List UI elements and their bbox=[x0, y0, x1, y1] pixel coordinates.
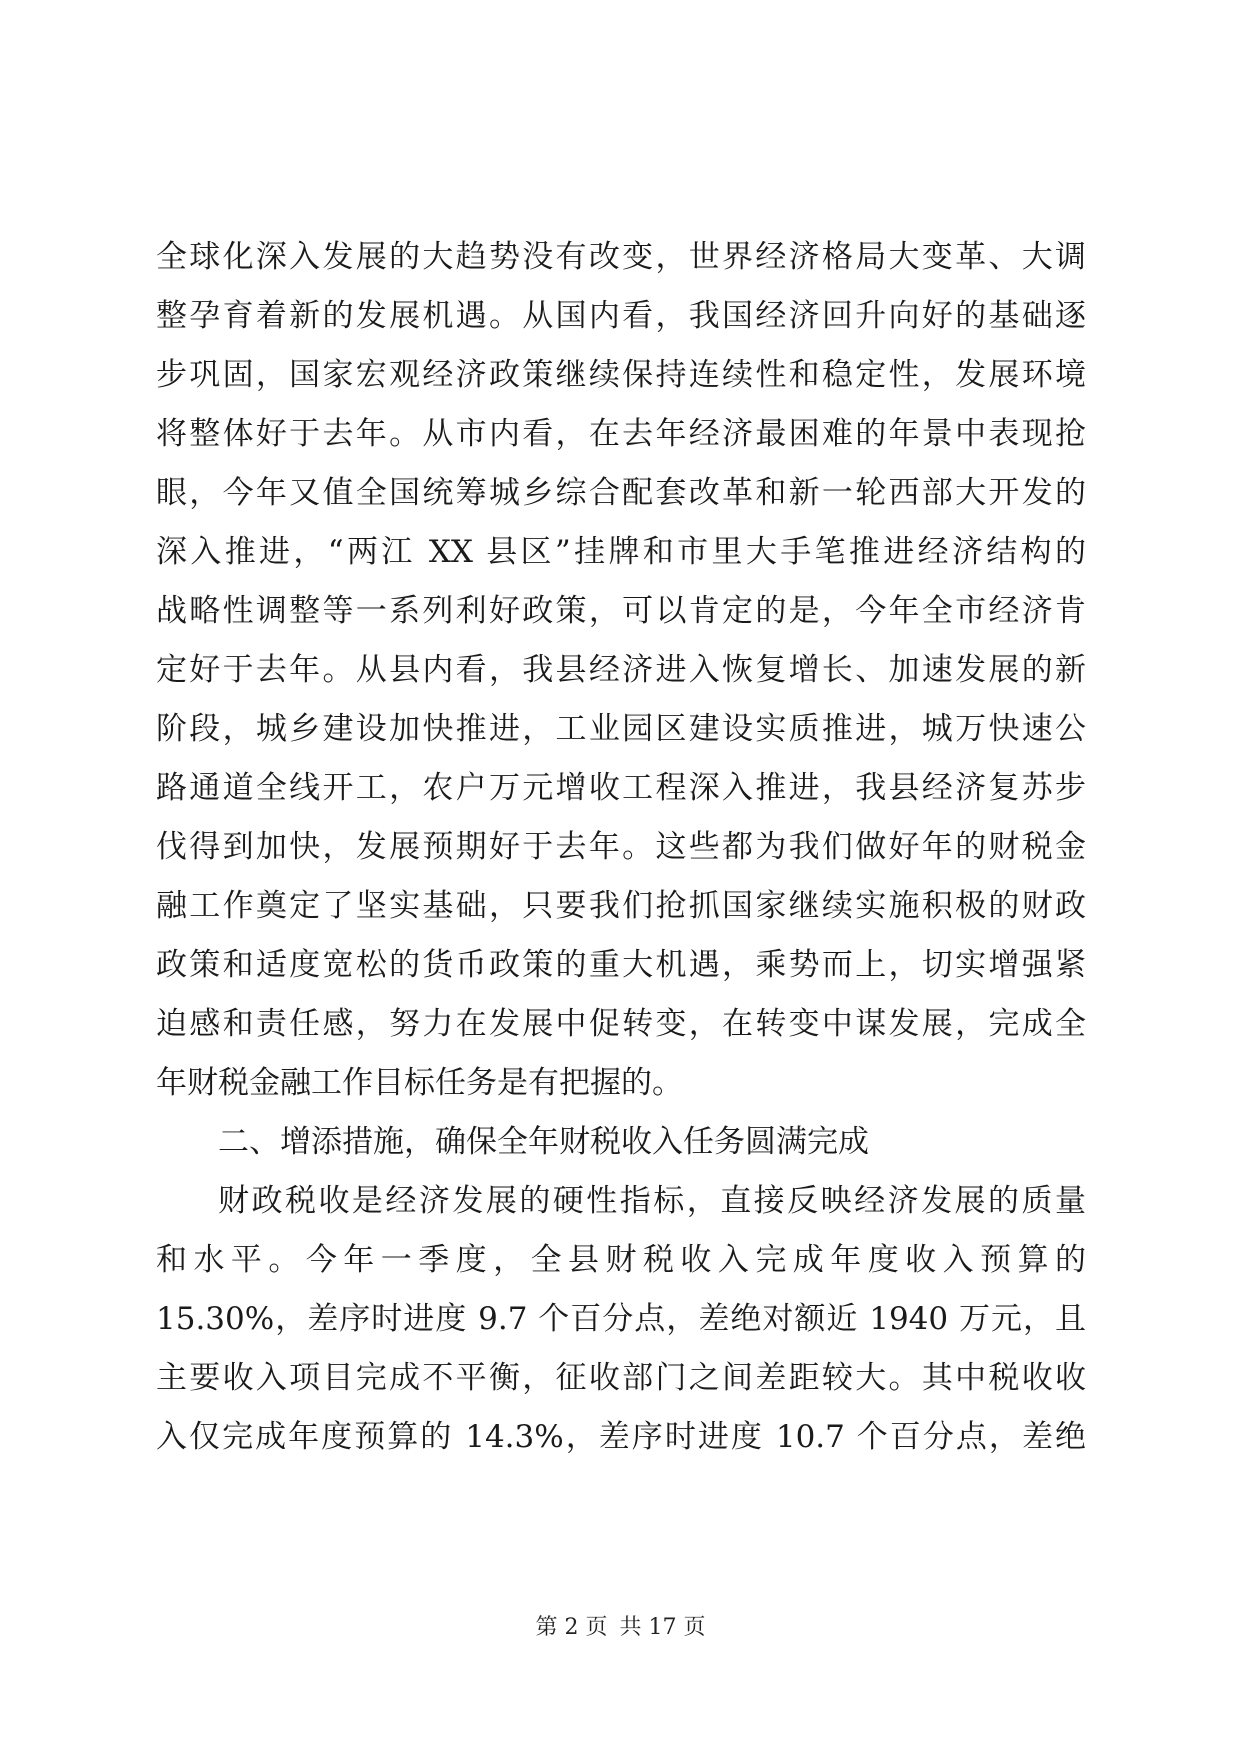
text-line: 年财税金融工作目标任务是有把握的。 bbox=[156, 1065, 683, 1101]
text-line: 战略性调整等一系列利好政策，可以肯定的是，今年全市经济肯 bbox=[156, 593, 1086, 629]
text-line: 将整体好于去年。从市内看，在去年经济最困难的年景中表现抢 bbox=[156, 416, 1086, 452]
text-line: 入仅完成年度预算的 14.3%，差序时进度 10.7 个百分点，差绝 bbox=[156, 1419, 1086, 1455]
text-line: 和水平。今年一季度，全县财税收入完成年度收入预算的 bbox=[156, 1242, 1086, 1278]
text-line: 路通道全线开工，农户万元增收工程深入推进，我县经济复苏步 bbox=[156, 770, 1086, 806]
text-line: 伐得到加快，发展预期好于去年。这些都为我们做好年的财税金 bbox=[156, 829, 1086, 865]
section-heading: 二、增添措施，确保全年财税收入任务圆满完成 bbox=[218, 1124, 869, 1160]
text-line: 财政税收是经济发展的硬性指标，直接反映经济发展的质量 bbox=[218, 1183, 1086, 1219]
text-line: 整孕育着新的发展机遇。从国内看，我国经济回升向好的基础逐 bbox=[156, 298, 1086, 334]
text-line: 眼，今年又值全国统筹城乡综合配套改革和新一轮西部大开发的 bbox=[156, 475, 1086, 511]
document-body bbox=[156, 228, 1086, 1467]
page-footer bbox=[0, 1613, 1241, 1643]
text-line: 主要收入项目完成不平衡，征收部门之间差距较大。其中税收收 bbox=[156, 1360, 1086, 1396]
text-line: 阶段，城乡建设加快推进，工业园区建设实质推进，城万快速公 bbox=[156, 711, 1086, 747]
text-line: 政策和适度宽松的货币政策的重大机遇，乘势而上，切实增强紧 bbox=[156, 947, 1086, 983]
text-line: 全球化深入发展的大趋势没有改变，世界经济格局大变革、大调 bbox=[156, 239, 1086, 275]
text-line: 融工作奠定了坚实基础，只要我们抢抓国家继续实施积极的财政 bbox=[156, 888, 1086, 924]
page-number: 第 2 页 bbox=[535, 1615, 608, 1640]
text-line: 步巩固，国家宏观经济政策继续保持连续性和稳定性，发展环境 bbox=[156, 357, 1086, 393]
text-line: 15.30%，差序时进度 9.7 个百分点，差绝对额近 1940 万元，且 bbox=[156, 1301, 1086, 1337]
text-line: 深入推进，“两江 XX 县区”挂牌和市里大手笔推进经济结构的 bbox=[156, 534, 1086, 570]
page-total: 共 17 页 bbox=[619, 1615, 706, 1640]
text-line: 迫感和责任感，努力在发展中促转变，在转变中谋发展，完成全 bbox=[156, 1006, 1086, 1042]
text-line: 定好于去年。从县内看，我县经济进入恢复增长、加速发展的新 bbox=[156, 652, 1086, 688]
